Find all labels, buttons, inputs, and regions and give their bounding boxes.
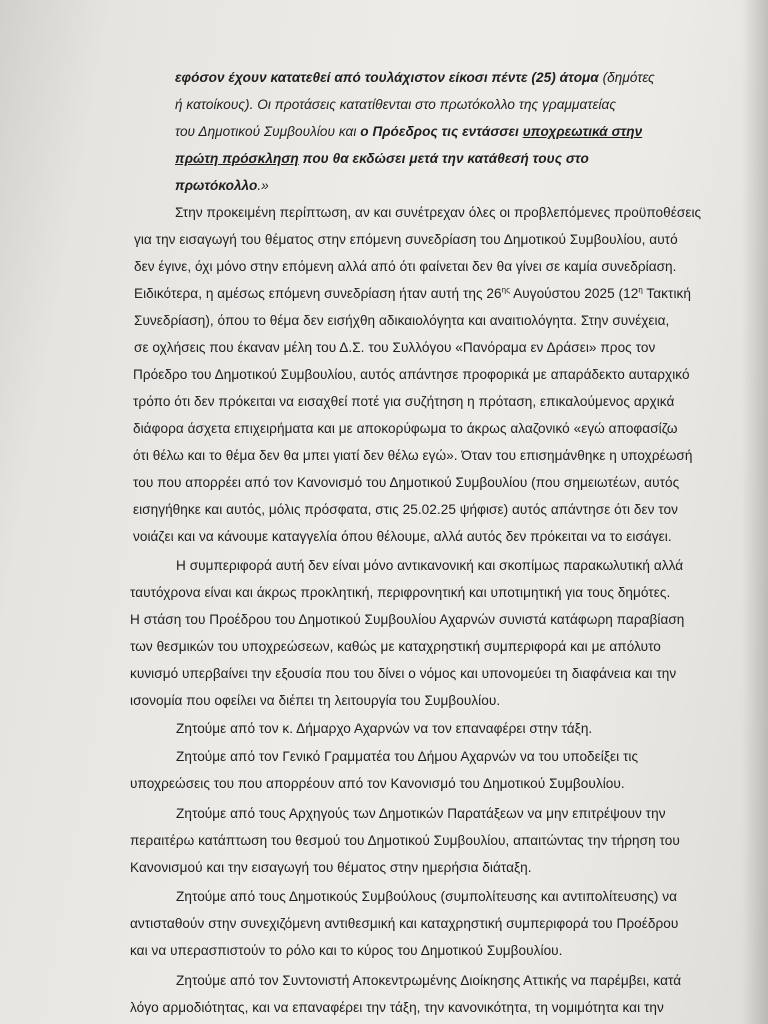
quote-line-4-b: που θα εκδώσει μετά την κατάθεσή τους στο [298, 151, 589, 166]
p2-line-3: Η στάση του Προέδρου του Δημοτικού Συμβουλίου Αχαρνών συνιστά κατάφωρη παραβίαση [130, 612, 685, 627]
p1-line-13: νοιάζει και να κάνουμε καταγγελία όπου θέλουμε, αλλά αυτός δεν πρόκειται να το εισάγει. [133, 529, 672, 544]
p6-line-2: αντισταθούν στην συνεχιζόμενη αντιθεσμική και καταχρηστική συμπεριφορά του Προέδρου [130, 916, 679, 931]
p5-line-1: Ζητούμε από τους Αρχηγούς των Δημοτικών Παρατάξεων να μην επιτρέψουν την [176, 806, 666, 821]
p2-line-4: των θεσμικών του υποχρεώσεων, καθώς με καταχρηστική συμπεριφορά και με απόλυτο [130, 639, 661, 654]
quote-line-3-a: του Δημοτικού Συμβουλίου και [175, 124, 361, 139]
p2-line-2: ταυτόχρονα είναι και άκρως προκλητική, περιφρονητική και υποτιμητική για τους δημότες. [130, 585, 671, 600]
quote-line-1 [175, 69, 655, 87]
p1-line-9: διάφορα άσχετα επιχειρήματα και με αποκορύφωμα το άκρως αλαζονικό «εγώ αποφασίζω [133, 421, 678, 436]
quote-line-3 [175, 123, 642, 141]
p1-line-3: δεν έγινε, όχι μόνο στην επόμενη αλλά από ότι φαίνεται δεν θα γίνει σε καμία συνεδρίαση. [134, 259, 677, 274]
p1-line-4 [134, 285, 691, 303]
p5-line-3: Κανονισμού και την εισαγωγή του θέματος στην ημερήσια διάταξη. [130, 860, 532, 875]
p1-line-4-sup-1: ης [501, 285, 511, 295]
quote-line-5-a: πρωτόκολλο [175, 178, 258, 193]
quote-line-1-rest: (δημότες [598, 70, 655, 85]
p3-line-1: Ζητούμε από τον κ. Δήμαρχο Αχαρνών να τον επαναφέρει στην τάξη. [176, 721, 593, 736]
p7-line-2: λόγο αρμοδιότητας, και να επαναφέρει την τάξη, την κανονικότητα, τη νομιμότητα και την [130, 1000, 664, 1015]
p1-line-4-sup-2: η [638, 285, 643, 295]
p1-line-1: Στην προκειμένη περίπτωση, αν και συνέτρεχαν όλες οι προβλεπόμενες προϋποθέσεις [175, 205, 702, 220]
p2-line-5: κυνισμό υπερβαίνει την εξουσία που του δίνει ο νόμος και υπονομεύει τη διαφάνεια και την [130, 666, 677, 681]
p5-line-2: περαιτέρω κατάπτωση του θεσμού του Δημοτικού Συμβουλίου, απαιτώντας την τήρηση του [130, 833, 680, 848]
p4-line-2: υποχρεώσεις του που απορρέουν από τον Κανονισμό του Δημοτικού Συμβουλίου. [130, 776, 625, 791]
p1-line-6: σε οχλήσεις που έκαναν μέλη του Δ.Σ. του Συλλόγου «Πανόραμα εν Δράσει» προς τον [134, 340, 656, 355]
quote-line-1-bold: εφόσον έχουν κατατεθεί από τουλάχιστον είκοσι πέντε (25) άτομα [175, 70, 599, 85]
p2-line-1: Η συμπεριφορά αυτή δεν είναι μόνο αντικανονική και σκοπίμως παρακωλυτική αλλά [176, 558, 684, 573]
p2-line-6: ισονομία που οφείλει να διέπει τη λειτουργία του Συμβουλίου. [130, 693, 501, 708]
quote-line-5-b: .» [257, 178, 269, 193]
p1-line-4-b: Αυγούστου 2025 (12 [510, 286, 639, 301]
p1-line-8: τρόπο ότι δεν πρόκειται να εισαχθεί ποτέ για συζήτηση η πρόταση, επικαλούμενος αρχικά [133, 394, 675, 409]
quote-line-5 [175, 177, 269, 195]
p1-line-11: του που απορρέει από τον Κανονισμό του Δημοτικού Συμβουλίου (που σημειωτέων, αυτός [133, 475, 680, 490]
p1-line-10: ότι θέλω και το θέμα δεν θα μπει γιατί δεν θέλω εγώ». Όταν του επισημάνθηκε η υποχρέωσή [133, 448, 693, 463]
quote-line-3-c: υποχρεωτικά στην [522, 124, 643, 139]
p1-line-2: για την εισαγωγή του θέματος στην επόμενη συνεδρίαση του Δημοτικού Συμβουλίου, αυτό [134, 232, 678, 247]
p1-line-7: Πρόεδρο του Δημοτικού Συμβουλίου, αυτός απάντησε προφορικά με απαράδεκτο αυταρχικό [133, 367, 690, 382]
quote-line-4-a: πρώτη πρόσκληση [175, 151, 299, 166]
p4-line-1: Ζητούμε από τον Γενικό Γραμματέα του Δήμου Αχαρνών να του υποδείξει τις [176, 749, 639, 764]
p1-line-4-a: Ειδικότερα, η αμέσως επόμενη συνεδρίαση ήταν αυτή της 26 [134, 286, 502, 301]
p6-line-1: Ζητούμε από τους Δημοτικούς Συμβούλους (συμπολίτευσης και αντιπολίτευσης) να [176, 889, 677, 904]
p1-line-12: εισηγήθηκε και αυτός, μόλις πρόσφατα, στις 25.02.25 ψήφισε) αυτός απάντησε ότι δεν τον [133, 502, 678, 517]
p1-line-5: Συνεδρίαση), όπου το θέμα δεν εισήχθη αδικαιολόγητα και αναιτιολόγητα. Στην συνέχεια, [134, 313, 670, 328]
quote-line-2: ή κατοίκους). Οι προτάσεις κατατίθενται στο πρωτόκολλο της γραμματείας [175, 97, 617, 112]
p1-line-4-c: Τακτική [642, 286, 691, 301]
quote-line-4 [175, 150, 589, 168]
p6-line-3: και να υπερασπιστούν το ρόλο και το κύρος του Δημοτικού Συμβουλίου. [130, 943, 563, 958]
p7-line-1: Ζητούμε από τον Συντονιστή Αποκεντρωμένης Διοίκησης Αττικής να παρέμβει, κατά [176, 973, 682, 988]
quote-line-3-b: ο Πρόεδρος τις εντάσσει [360, 124, 523, 139]
